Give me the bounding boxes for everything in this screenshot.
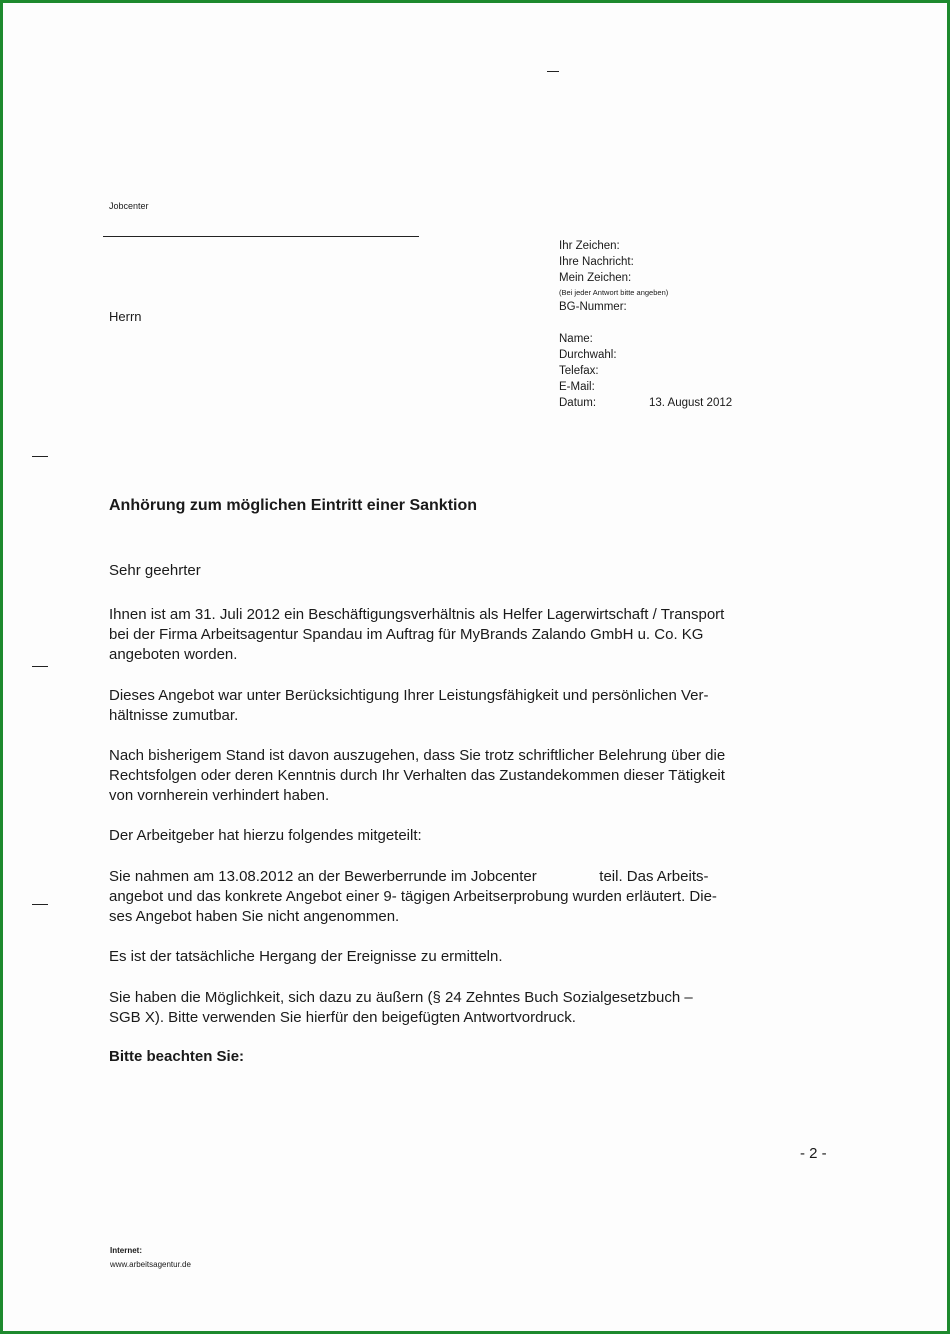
fold-mark-2 xyxy=(32,904,48,905)
ihre-nachricht-label: Ihre Nachricht: xyxy=(559,256,634,268)
paragraph-line: Ihnen ist am 31. Juli 2012 ein Beschäftigungsverhältnis als Helfer Lagerwirtschaft / Transport xyxy=(109,606,725,623)
fold-mark-top xyxy=(547,71,559,72)
fold-mark-1 xyxy=(32,456,48,457)
paragraph-line: bei der Firma Arbeitsagentur Spandau im Auftrag für MyBrands Zalando GmbH u. Co. KG xyxy=(109,626,704,643)
paragraph-details xyxy=(109,867,839,927)
letter-subject: Anhörung zum möglichen Eintritt einer Sanktion xyxy=(109,497,478,514)
paragraph-line: von vornherein verhindert haben. xyxy=(109,787,330,804)
recipient-salutation: Herrn xyxy=(109,309,142,324)
telefax-label: Telefax: xyxy=(559,365,599,377)
durchwahl-label: Durchwahl: xyxy=(559,349,617,361)
reference-hint: (Bei jeder Antwort bitte angeben) xyxy=(559,288,669,297)
bg-nummer-label: BG-Nummer: xyxy=(559,301,627,313)
paragraph-hearing-right xyxy=(109,988,839,1028)
reference-block xyxy=(559,238,733,411)
ihr-zeichen-label: Ihr Zeichen: xyxy=(559,240,620,252)
paragraph-line: hältnisse zumutbar. xyxy=(109,707,239,724)
email-label: E-Mail: xyxy=(559,381,595,393)
paragraph-reasonable xyxy=(109,686,839,726)
paragraph-line: Rechtsfolgen oder deren Kenntnis durch Ihr Verhalten das Zustandekommen dieser Tätigkeit xyxy=(109,767,725,784)
paragraph-line: Sie nahmen am 13.08.2012 an der Bewerberrunde im Jobcenter teil. Das Arbeits- xyxy=(109,868,709,885)
paragraph-line: SGB X). Bitte verwenden Sie hierfür den beigefügten Antwortvordruck. xyxy=(109,1009,576,1026)
date-row xyxy=(559,395,733,411)
paragraph-line: Der Arbeitgeber hat hierzu folgendes mitgeteilt: xyxy=(109,827,422,844)
sender-name: Jobcenter xyxy=(109,201,149,211)
page-number: - 2 - xyxy=(800,1145,827,1162)
letter-salutation: Sehr geehrter xyxy=(109,562,201,579)
paragraph-line: angeboten worden. xyxy=(109,646,238,663)
paragraph-line: ses Angebot haben Sie nicht angenommen. xyxy=(109,908,400,925)
paragraph-offer xyxy=(109,605,839,665)
paragraph-line: Dieses Angebot war unter Berücksichtigung Ihrer Leistungsfähigkeit und persönlichen Ver- xyxy=(109,687,709,704)
name-label: Name: xyxy=(559,333,593,345)
mein-zeichen-label: Mein Zeichen: xyxy=(559,272,632,284)
punch-mark xyxy=(32,666,48,667)
sender-divider xyxy=(103,236,419,237)
datum-label: Datum: xyxy=(559,397,597,409)
paragraph-line: Sie haben die Möglichkeit, sich dazu zu äußern (§ 24 Zehntes Buch Sozialgesetzbuch – xyxy=(109,989,693,1006)
notice-heading: Bitte beachten Sie: xyxy=(109,1048,245,1065)
paragraph-line: Es ist der tatsächliche Hergang der Ereignisse zu ermitteln. xyxy=(109,948,503,965)
paragraph-employer xyxy=(109,826,839,846)
paragraph-investigation xyxy=(109,947,839,967)
datum-value: 13. August 2012 xyxy=(649,397,733,409)
paragraph-status xyxy=(109,746,839,806)
footer-internet-url: www.arbeitsagentur.de xyxy=(110,1260,191,1269)
paragraph-line: Nach bisherigem Stand ist davon auszugehen, dass Sie trotz schriftlicher Belehrung über die xyxy=(109,747,726,764)
footer-internet-label: Internet: xyxy=(110,1246,142,1255)
paragraph-line: angebot und das konkrete Angebot einer 9- tägigen Arbeitserprobung wurden erläutert. Die- xyxy=(109,888,717,905)
